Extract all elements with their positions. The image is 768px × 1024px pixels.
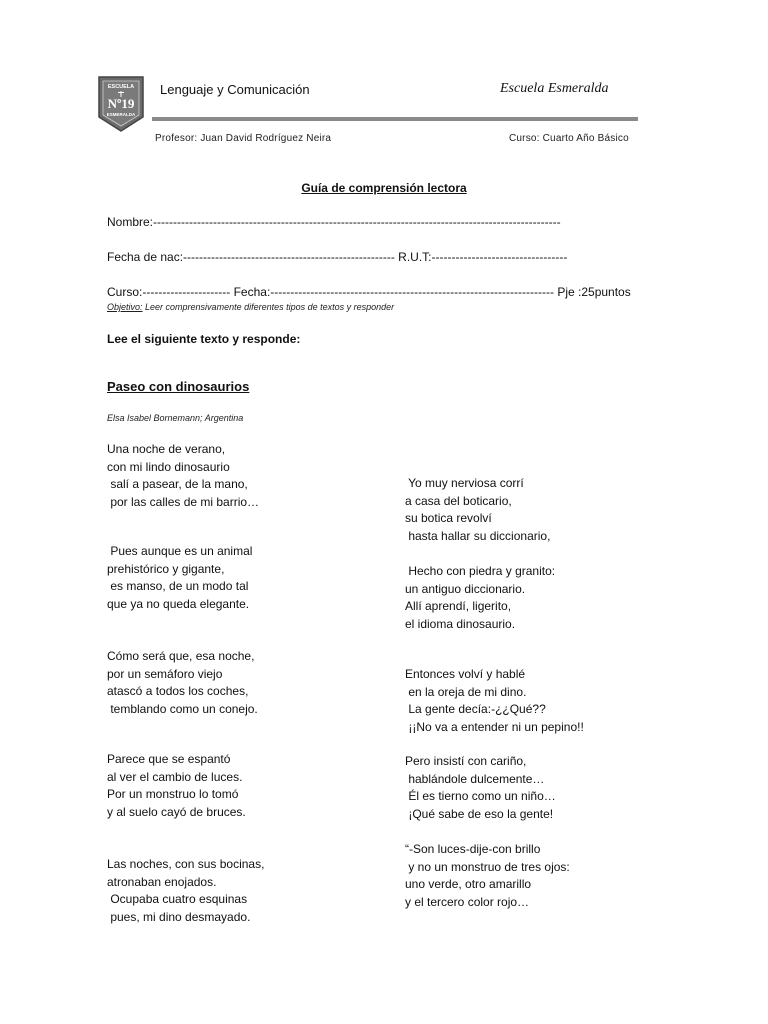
badge-shield-icon bbox=[97, 75, 145, 133]
stanza-right-5: “-Son luces-dije-con brillo y no un monstruo de tres ojos: uno verde, otro amarillo y el tercero color rojo… bbox=[405, 842, 570, 909]
name-field: Nombre:------------------------------------------------------------------------------------------------------ bbox=[107, 215, 561, 229]
stanza-left-4: Parece que se espantó al ver el cambio de luces. Por un monstruo lo tomó y al suelo cayó de bruces. bbox=[107, 752, 246, 819]
guide-title: Guía de comprensión lectora bbox=[301, 181, 467, 195]
poem-title: Paseo con dinosaurios bbox=[107, 379, 250, 394]
objective-label: Objetivo: bbox=[107, 302, 143, 312]
stanza-right-2: Hecho con piedra y granito: un antiguo diccionario. Allí aprendí, ligerito, el idioma dinosaurio. bbox=[405, 564, 556, 631]
objective-text: Leer comprensivamente diferentes tipos de textos y responder bbox=[142, 302, 395, 312]
instruction: Lee el siguiente texto y responde: bbox=[107, 332, 301, 346]
poem-author: Elsa Isabel Bornemann; Argentina bbox=[107, 413, 244, 423]
stanza-right-1: Yo muy nerviosa corrí a casa del boticario, su botica revolví hasta hallar su diccionario, bbox=[405, 476, 551, 543]
badge-number-text: Nº19 bbox=[107, 96, 135, 111]
birth-rut-field: Fecha de nac:----------------------------------------------------- R.U.T:---------------------------------- bbox=[107, 250, 568, 264]
badge-top-text: ESCUELA bbox=[107, 84, 135, 90]
course-info: Curso: Cuarto Año Básico bbox=[509, 133, 629, 144]
badge-bottom-text: ESMERALDA bbox=[106, 112, 136, 117]
school-badge bbox=[97, 75, 145, 133]
header-divider bbox=[152, 117, 638, 121]
stanza-left-5: Las noches, con sus bocinas, atronaban enojados. Ocupaba cuatro esquinas pues, mi dino desmayado. bbox=[107, 857, 265, 924]
teacher-name: Profesor: Juan David Rodríguez Neira bbox=[155, 133, 332, 144]
course-date-score-field: Curso:---------------------- Fecha:----------------------------------------------------------------------- Pje :25puntos bbox=[107, 285, 631, 299]
objective bbox=[107, 302, 394, 312]
stanza-left-2: Pues aunque es un animal prehistórico y gigante, es manso, de un modo tal que ya no queda elegante. bbox=[107, 544, 253, 611]
stanza-right-4: Pero insistí con cariño, hablándole dulcemente… Él es tierno como un niño… ¡Qué sabe de eso la gente! bbox=[405, 754, 556, 821]
stanza-left-1: Una noche de verano, con mi lindo dinosaurio salí a pasear, de la mano, por las calles de mi barrio… bbox=[107, 442, 260, 509]
stanza-left-3: Cómo será que, esa noche, por un semáforo viejo atascó a todos los coches, temblando como un conejo. bbox=[107, 649, 258, 716]
stanza-right-3: Entonces volví y hablé en la oreja de mi dino. La gente decía:-¿¿Qué?? ¡¡No va a entender ni un pepino!! bbox=[405, 667, 584, 734]
subject-title: Lenguaje y Comunicación bbox=[160, 82, 310, 97]
school-name: Escuela Esmeralda bbox=[500, 81, 609, 96]
